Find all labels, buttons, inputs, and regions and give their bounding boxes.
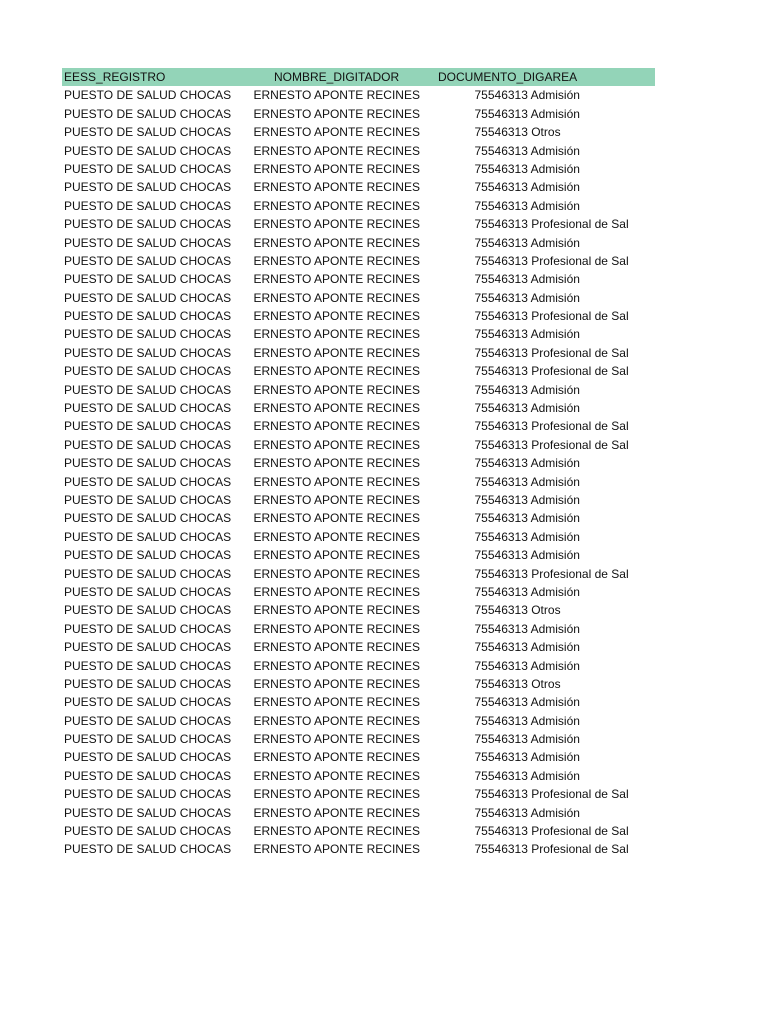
table-row xyxy=(62,123,655,141)
cell-nombre-digitador[interactable]: ERNESTO APONTE RECINES xyxy=(253,161,420,176)
cell-documento-digarea[interactable]: 75546313 Admisión xyxy=(474,658,580,673)
cell-eess-registro[interactable]: PUESTO DE SALUD CHOCAS xyxy=(64,621,232,636)
cell-documento-digarea[interactable]: 75546313 Profesional de Sal xyxy=(474,253,629,268)
cell-documento-digarea[interactable]: 75546313 Profesional de Sal xyxy=(474,309,629,324)
cell-nombre-digitador[interactable]: ERNESTO APONTE RECINES xyxy=(253,106,420,121)
cell-documento-digarea[interactable]: 75546313 Admisión xyxy=(474,805,580,820)
table-row xyxy=(62,822,655,840)
cell-eess-registro[interactable]: PUESTO DE SALUD CHOCAS xyxy=(64,143,232,158)
cell-documento-digarea[interactable]: 75546313 Admisión xyxy=(474,198,580,213)
cell-eess-registro[interactable]: PUESTO DE SALUD CHOCAS xyxy=(64,787,232,802)
cell-nombre-digitador[interactable]: ERNESTO APONTE RECINES xyxy=(253,566,420,581)
cell-nombre-digitador[interactable]: ERNESTO APONTE RECINES xyxy=(253,529,420,544)
cell-eess-registro[interactable]: PUESTO DE SALUD CHOCAS xyxy=(64,658,232,673)
cell-documento-digarea[interactable]: 75546313 Admisión xyxy=(474,474,580,489)
table-row xyxy=(62,381,655,399)
cell-documento-digarea[interactable]: 75546313 Admisión xyxy=(474,161,580,176)
cell-documento-digarea[interactable]: 75546313 Admisión xyxy=(474,548,580,563)
cell-nombre-digitador[interactable]: ERNESTO APONTE RECINES xyxy=(253,768,420,783)
cell-documento-digarea[interactable]: 75546313 Otros xyxy=(474,125,561,140)
cell-documento-digarea[interactable]: 75546313 Admisión xyxy=(474,235,580,250)
cell-eess-registro[interactable]: PUESTO DE SALUD CHOCAS xyxy=(64,732,232,747)
cell-nombre-digitador[interactable]: ERNESTO APONTE RECINES xyxy=(253,695,420,710)
cell-documento-digarea[interactable]: 75546313 Admisión xyxy=(474,713,580,728)
cell-eess-registro[interactable]: PUESTO DE SALUD CHOCAS xyxy=(64,161,232,176)
table-row xyxy=(62,767,655,785)
cell-eess-registro[interactable]: PUESTO DE SALUD CHOCAS xyxy=(64,235,232,250)
cell-nombre-digitador[interactable]: ERNESTO APONTE RECINES xyxy=(253,125,420,140)
table-row xyxy=(62,234,655,252)
cell-eess-registro[interactable]: PUESTO DE SALUD CHOCAS xyxy=(64,529,232,544)
table-row xyxy=(62,804,655,822)
cell-nombre-digitador[interactable]: ERNESTO APONTE RECINES xyxy=(253,676,420,691)
cell-nombre-digitador[interactable]: ERNESTO APONTE RECINES xyxy=(253,290,420,305)
table-row xyxy=(62,620,655,638)
table-body xyxy=(62,86,655,858)
cell-eess-registro[interactable]: PUESTO DE SALUD CHOCAS xyxy=(64,676,232,691)
table-row xyxy=(62,362,655,380)
cell-eess-registro[interactable]: PUESTO DE SALUD CHOCAS xyxy=(64,603,232,618)
table-row xyxy=(62,178,655,196)
cell-eess-registro[interactable]: PUESTO DE SALUD CHOCAS xyxy=(64,805,232,820)
table-row xyxy=(62,86,655,104)
cell-nombre-digitador[interactable]: ERNESTO APONTE RECINES xyxy=(253,253,420,268)
cell-documento-digarea[interactable]: 75546313 Admisión xyxy=(474,492,580,507)
cell-eess-registro[interactable]: PUESTO DE SALUD CHOCAS xyxy=(64,842,232,857)
table-row xyxy=(62,344,655,362)
cell-nombre-digitador[interactable]: ERNESTO APONTE RECINES xyxy=(253,787,420,802)
cell-documento-digarea[interactable]: 75546313 Admisión xyxy=(474,401,580,416)
cell-eess-registro[interactable]: PUESTO DE SALUD CHOCAS xyxy=(64,548,232,563)
cell-nombre-digitador[interactable]: ERNESTO APONTE RECINES xyxy=(253,217,420,232)
cell-eess-registro[interactable]: PUESTO DE SALUD CHOCAS xyxy=(64,125,232,140)
cell-documento-digarea[interactable]: 75546313 Admisión xyxy=(474,106,580,121)
cell-nombre-digitador[interactable]: ERNESTO APONTE RECINES xyxy=(253,584,420,599)
cell-eess-registro[interactable]: PUESTO DE SALUD CHOCAS xyxy=(64,345,232,360)
cell-nombre-digitador[interactable]: ERNESTO APONTE RECINES xyxy=(253,180,420,195)
cell-documento-digarea[interactable]: 75546313 Admisión xyxy=(474,511,580,526)
table-row xyxy=(62,601,655,619)
cell-eess-registro[interactable]: PUESTO DE SALUD CHOCAS xyxy=(64,364,232,379)
cell-documento-digarea[interactable]: 75546313 Admisión xyxy=(474,750,580,765)
cell-nombre-digitador[interactable]: ERNESTO APONTE RECINES xyxy=(253,492,420,507)
cell-nombre-digitador[interactable]: ERNESTO APONTE RECINES xyxy=(253,437,420,452)
cell-eess-registro[interactable]: PUESTO DE SALUD CHOCAS xyxy=(64,253,232,268)
cell-documento-digarea[interactable]: 75546313 Otros xyxy=(474,676,561,691)
cell-documento-digarea[interactable]: 75546313 Admisión xyxy=(474,327,580,342)
cell-eess-registro[interactable]: PUESTO DE SALUD CHOCAS xyxy=(64,456,232,471)
cell-documento-digarea[interactable]: 75546313 Profesional de Sal xyxy=(474,364,629,379)
header-row xyxy=(62,68,655,86)
cell-eess-registro[interactable]: PUESTO DE SALUD CHOCAS xyxy=(64,180,232,195)
table-row xyxy=(62,730,655,748)
table-row xyxy=(62,785,655,803)
cell-eess-registro[interactable]: PUESTO DE SALUD CHOCAS xyxy=(64,290,232,305)
cell-nombre-digitador[interactable]: ERNESTO APONTE RECINES xyxy=(253,640,420,655)
cell-documento-digarea[interactable]: 75546313 Profesional de Sal xyxy=(474,345,629,360)
cell-documento-digarea[interactable]: 75546313 Profesional de Sal xyxy=(474,419,629,434)
cell-nombre-digitador[interactable]: ERNESTO APONTE RECINES xyxy=(253,732,420,747)
cell-nombre-digitador[interactable]: ERNESTO APONTE RECINES xyxy=(253,548,420,563)
cell-nombre-digitador[interactable]: ERNESTO APONTE RECINES xyxy=(253,750,420,765)
cell-documento-digarea[interactable]: 75546313 Admisión xyxy=(474,732,580,747)
cell-eess-registro[interactable]: PUESTO DE SALUD CHOCAS xyxy=(64,198,232,213)
cell-nombre-digitador[interactable]: ERNESTO APONTE RECINES xyxy=(253,842,420,857)
cell-nombre-digitador[interactable]: ERNESTO APONTE RECINES xyxy=(253,456,420,471)
cell-eess-registro[interactable]: PUESTO DE SALUD CHOCAS xyxy=(64,327,232,342)
cell-documento-digarea[interactable]: 75546313 Admisión xyxy=(474,640,580,655)
cell-documento-digarea[interactable]: 75546313 Admisión xyxy=(474,621,580,636)
table-row xyxy=(62,473,655,491)
column-header-eess-registro[interactable]: EESS_REGISTRO xyxy=(64,70,166,84)
cell-documento-digarea[interactable]: 75546313 Profesional de Sal xyxy=(474,787,629,802)
table-row xyxy=(62,252,655,270)
cell-nombre-digitador[interactable]: ERNESTO APONTE RECINES xyxy=(253,272,420,287)
table-row xyxy=(62,454,655,472)
cell-nombre-digitador[interactable]: ERNESTO APONTE RECINES xyxy=(253,364,420,379)
table-row xyxy=(62,160,655,178)
cell-nombre-digitador[interactable]: ERNESTO APONTE RECINES xyxy=(253,621,420,636)
cell-documento-digarea[interactable]: 75546313 Admisión xyxy=(474,382,580,397)
table-row xyxy=(62,399,655,417)
table-row xyxy=(62,693,655,711)
cell-documento-digarea[interactable]: 75546313 Admisión xyxy=(474,88,580,103)
table-row xyxy=(62,307,655,325)
cell-documento-digarea[interactable]: 75546313 Admisión xyxy=(474,584,580,599)
table-row xyxy=(62,565,655,583)
cell-eess-registro[interactable]: PUESTO DE SALUD CHOCAS xyxy=(64,474,232,489)
cell-nombre-digitador[interactable]: ERNESTO APONTE RECINES xyxy=(253,382,420,397)
cell-documento-digarea[interactable]: 75546313 Profesional de Sal xyxy=(474,566,629,581)
cell-nombre-digitador[interactable]: ERNESTO APONTE RECINES xyxy=(253,327,420,342)
cell-nombre-digitador[interactable]: ERNESTO APONTE RECINES xyxy=(253,345,420,360)
cell-nombre-digitador[interactable]: ERNESTO APONTE RECINES xyxy=(253,198,420,213)
cell-eess-registro[interactable]: PUESTO DE SALUD CHOCAS xyxy=(64,584,232,599)
cell-documento-digarea[interactable]: 75546313 Profesional de Sal xyxy=(474,437,629,452)
cell-documento-digarea[interactable]: 75546313 Otros xyxy=(474,603,561,618)
cell-nombre-digitador[interactable]: ERNESTO APONTE RECINES xyxy=(253,235,420,250)
cell-eess-registro[interactable]: PUESTO DE SALUD CHOCAS xyxy=(64,419,232,434)
column-header-nombre-digitador[interactable]: NOMBRE_DIGITADOR xyxy=(274,70,400,84)
cell-nombre-digitador[interactable]: ERNESTO APONTE RECINES xyxy=(253,309,420,324)
table-row xyxy=(62,289,655,307)
table-row xyxy=(62,748,655,766)
cell-nombre-digitador[interactable]: ERNESTO APONTE RECINES xyxy=(253,824,420,839)
table-row xyxy=(62,546,655,564)
cell-eess-registro[interactable]: PUESTO DE SALUD CHOCAS xyxy=(64,713,232,728)
cell-nombre-digitador[interactable]: ERNESTO APONTE RECINES xyxy=(253,88,420,103)
table-row xyxy=(62,491,655,509)
table-row xyxy=(62,215,655,233)
table-row xyxy=(62,840,655,858)
cell-eess-registro[interactable]: PUESTO DE SALUD CHOCAS xyxy=(64,750,232,765)
table-row xyxy=(62,417,655,435)
cell-eess-registro[interactable]: PUESTO DE SALUD CHOCAS xyxy=(64,566,232,581)
cell-eess-registro[interactable]: PUESTO DE SALUD CHOCAS xyxy=(64,695,232,710)
cell-eess-registro[interactable]: PUESTO DE SALUD CHOCAS xyxy=(64,824,232,839)
cell-nombre-digitador[interactable]: ERNESTO APONTE RECINES xyxy=(253,419,420,434)
cell-eess-registro[interactable]: PUESTO DE SALUD CHOCAS xyxy=(64,382,232,397)
cell-documento-digarea[interactable]: 75546313 Admisión xyxy=(474,529,580,544)
cell-eess-registro[interactable]: PUESTO DE SALUD CHOCAS xyxy=(64,106,232,121)
cell-eess-registro[interactable]: PUESTO DE SALUD CHOCAS xyxy=(64,492,232,507)
cell-documento-digarea[interactable]: 75546313 Admisión xyxy=(474,695,580,710)
table-row xyxy=(62,712,655,730)
cell-nombre-digitador[interactable]: ERNESTO APONTE RECINES xyxy=(253,603,420,618)
cell-documento-digarea[interactable]: 75546313 Admisión xyxy=(474,180,580,195)
cell-nombre-digitador[interactable]: ERNESTO APONTE RECINES xyxy=(253,511,420,526)
table-row xyxy=(62,197,655,215)
cell-documento-digarea[interactable]: 75546313 Admisión xyxy=(474,456,580,471)
cell-eess-registro[interactable]: PUESTO DE SALUD CHOCAS xyxy=(64,511,232,526)
cell-eess-registro[interactable]: PUESTO DE SALUD CHOCAS xyxy=(64,217,232,232)
cell-nombre-digitador[interactable]: ERNESTO APONTE RECINES xyxy=(253,474,420,489)
cell-documento-digarea[interactable]: 75546313 Admisión xyxy=(474,143,580,158)
cell-documento-digarea[interactable]: 75546313 Admisión xyxy=(474,272,580,287)
table-row xyxy=(62,270,655,288)
cell-documento-digarea[interactable]: 75546313 Profesional de Sal xyxy=(474,217,629,232)
cell-eess-registro[interactable]: PUESTO DE SALUD CHOCAS xyxy=(64,640,232,655)
cell-nombre-digitador[interactable]: ERNESTO APONTE RECINES xyxy=(253,658,420,673)
cell-nombre-digitador[interactable]: ERNESTO APONTE RECINES xyxy=(253,805,420,820)
table-row xyxy=(62,675,655,693)
table-row xyxy=(62,528,655,546)
cell-documento-digarea[interactable]: 75546313 Profesional de Sal xyxy=(474,824,629,839)
cell-eess-registro[interactable]: PUESTO DE SALUD CHOCAS xyxy=(64,272,232,287)
table-row xyxy=(62,436,655,454)
cell-eess-registro[interactable]: PUESTO DE SALUD CHOCAS xyxy=(64,437,232,452)
cell-documento-digarea[interactable]: 75546313 Profesional de Sal xyxy=(474,842,629,857)
spreadsheet-table xyxy=(62,68,655,859)
table-row xyxy=(62,638,655,656)
table-row xyxy=(62,142,655,160)
cell-eess-registro[interactable]: PUESTO DE SALUD CHOCAS xyxy=(64,401,232,416)
table-row xyxy=(62,583,655,601)
cell-nombre-digitador[interactable]: ERNESTO APONTE RECINES xyxy=(253,401,420,416)
table-row xyxy=(62,509,655,527)
table-row xyxy=(62,325,655,343)
cell-documento-digarea[interactable]: 75546313 Admisión xyxy=(474,290,580,305)
cell-documento-digarea[interactable]: 75546313 Admisión xyxy=(474,768,580,783)
table-row xyxy=(62,105,655,123)
cell-eess-registro[interactable]: PUESTO DE SALUD CHOCAS xyxy=(64,309,232,324)
cell-eess-registro[interactable]: PUESTO DE SALUD CHOCAS xyxy=(64,88,232,103)
cell-nombre-digitador[interactable]: ERNESTO APONTE RECINES xyxy=(253,143,420,158)
table-row xyxy=(62,657,655,675)
cell-eess-registro[interactable]: PUESTO DE SALUD CHOCAS xyxy=(64,768,232,783)
cell-nombre-digitador[interactable]: ERNESTO APONTE RECINES xyxy=(253,713,420,728)
column-header-documento-digarea[interactable]: DOCUMENTO_DIGAREA xyxy=(438,70,578,84)
